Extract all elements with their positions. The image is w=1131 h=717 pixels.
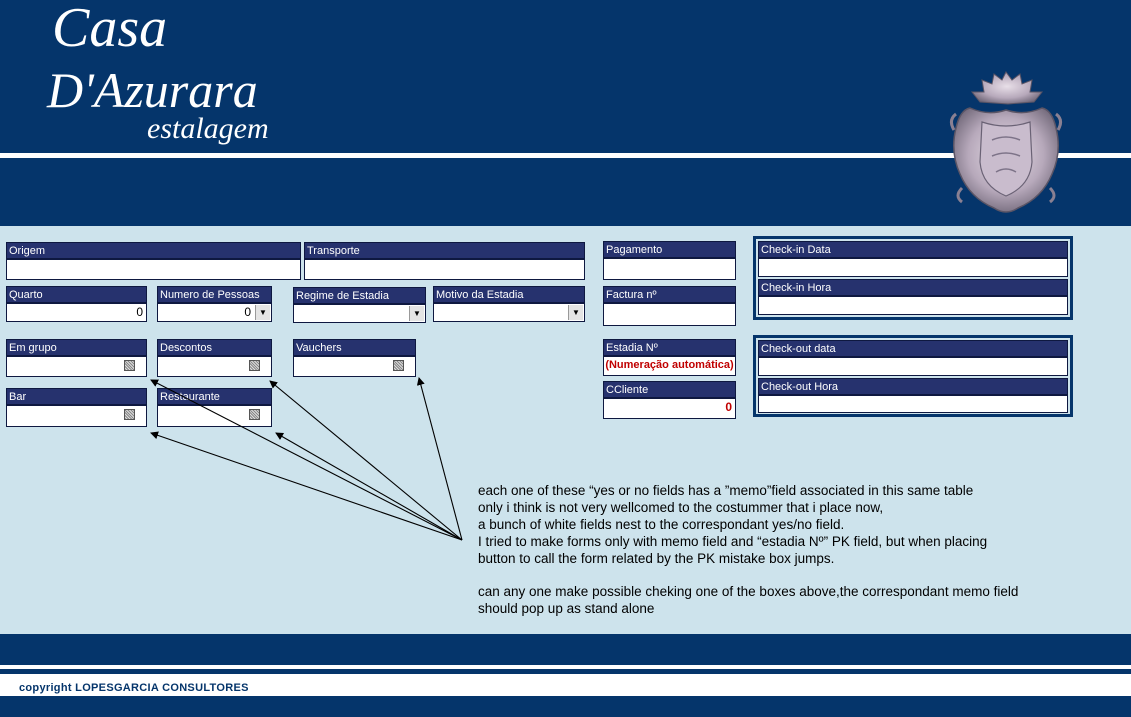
- numero-pessoas-value: 0: [244, 305, 251, 319]
- arrow-to-vauchers: [419, 378, 462, 540]
- origem-input[interactable]: [6, 259, 301, 280]
- field-estadia-no: [603, 339, 736, 376]
- motivo-estadia-combo[interactable]: [433, 303, 585, 322]
- quarto-label: Quarto: [6, 286, 147, 303]
- field-checkin-hora: [758, 279, 1068, 315]
- vauchers-label: Vauchers: [293, 339, 416, 356]
- restaurante-box: [157, 405, 272, 427]
- origem-label: Origem: [6, 242, 301, 259]
- bar-box: [6, 405, 147, 427]
- descontos-checkbox[interactable]: [249, 360, 260, 371]
- note-line: should pop up as stand alone: [478, 601, 655, 616]
- logo-text-dazurara: D'Azurara: [47, 62, 258, 118]
- ccliente-label: CCliente: [603, 381, 736, 398]
- field-em-grupo: [6, 339, 147, 377]
- field-ccliente: [603, 381, 736, 419]
- field-descontos: [157, 339, 272, 377]
- transporte-label: Transporte: [304, 242, 585, 259]
- vauchers-box: [293, 356, 416, 377]
- em-grupo-checkbox[interactable]: [124, 360, 135, 371]
- checkout-panel: [753, 335, 1073, 417]
- field-pagamento: [603, 241, 736, 280]
- field-quarto: [6, 286, 147, 322]
- ccliente-value: 0: [603, 398, 736, 419]
- copyright-text: copyright LOPESGARCIA CONSULTORES: [19, 682, 249, 694]
- field-factura: [603, 286, 736, 326]
- footer-banner: [0, 634, 1131, 717]
- field-checkout-hora: [758, 378, 1068, 413]
- numero-pessoas-label: Numero de Pessoas: [157, 286, 272, 303]
- regime-estadia-combo[interactable]: [293, 304, 426, 323]
- checkin-data-input[interactable]: [758, 258, 1068, 277]
- chevron-down-icon[interactable]: ▼: [255, 305, 270, 320]
- em-grupo-label: Em grupo: [6, 339, 147, 356]
- descontos-label: Descontos: [157, 339, 272, 356]
- note-line: can any one make possible cheking one of the boxes above,the correspondant memo field: [478, 584, 1019, 599]
- checkin-data-label: Check-in Data: [758, 241, 1068, 258]
- annotation-note: [478, 482, 1078, 617]
- motivo-estadia-label: Motivo da Estadia: [433, 286, 585, 303]
- em-grupo-box: [6, 356, 147, 377]
- field-checkin-data: [758, 241, 1068, 277]
- checkin-hora-input[interactable]: [758, 296, 1068, 315]
- arrow-to-restaurante: [276, 433, 462, 540]
- field-checkout-data: [758, 340, 1068, 376]
- field-vauchers: [293, 339, 416, 377]
- checkin-hora-label: Check-in Hora: [758, 279, 1068, 296]
- regime-estadia-label: Regime de Estadia: [293, 287, 426, 304]
- pagamento-input[interactable]: [603, 258, 736, 280]
- logo-text-estalagem: estalagem: [147, 112, 269, 145]
- field-bar: [6, 388, 147, 427]
- note-line: only i think is not very wellcomed to the costummer that i place now,: [478, 500, 884, 515]
- note-line: I tried to make forms only with memo field and “estadia Nº” PK field, but when placing: [478, 534, 988, 549]
- arrow-to-bar: [151, 433, 462, 540]
- checkin-panel: [753, 236, 1073, 320]
- vauchers-checkbox[interactable]: [393, 360, 404, 371]
- field-origem: [6, 242, 301, 280]
- estadia-no-value: (Numeração automática): [603, 356, 736, 376]
- note-spacer: [478, 567, 1078, 583]
- chevron-down-icon[interactable]: ▼: [568, 305, 583, 320]
- chevron-down-icon[interactable]: ▼: [409, 306, 424, 321]
- logo-text-casa: Casa: [52, 0, 168, 59]
- checkout-hora-label: Check-out Hora: [758, 378, 1068, 395]
- note-line: a bunch of white fields nest to the correspondant yes/no field.: [478, 517, 845, 532]
- transporte-input[interactable]: [304, 259, 585, 280]
- checkout-data-input[interactable]: [758, 357, 1068, 376]
- field-numero-pessoas: [157, 286, 272, 322]
- factura-label: Factura nº: [603, 286, 736, 303]
- numero-pessoas-combo[interactable]: [157, 303, 272, 322]
- restaurante-label: Restaurante: [157, 388, 272, 405]
- estadia-no-label: Estadia Nº: [603, 339, 736, 356]
- bar-checkbox[interactable]: [124, 409, 135, 420]
- header-banner: [0, 0, 1131, 226]
- field-regime-estadia: [293, 287, 426, 323]
- factura-input[interactable]: [603, 303, 736, 326]
- checkout-data-label: Check-out data: [758, 340, 1068, 357]
- bar-label: Bar: [6, 388, 147, 405]
- note-line: button to call the form related by the PK mistake box jumps.: [478, 551, 835, 566]
- coat-of-arms-icon: [948, 70, 1064, 220]
- descontos-box: [157, 356, 272, 377]
- note-line: each one of these “yes or no fields has a ”memo”field associated in this same table: [478, 483, 974, 498]
- pagamento-label: Pagamento: [603, 241, 736, 258]
- field-restaurante: [157, 388, 272, 427]
- footer-divider: [0, 665, 1131, 669]
- field-transporte: [304, 242, 585, 280]
- restaurante-checkbox[interactable]: [249, 409, 260, 420]
- quarto-input[interactable]: 0: [6, 303, 147, 322]
- field-motivo-estadia: [433, 286, 585, 322]
- arrow-to-descontos: [270, 381, 462, 540]
- checkout-hora-input[interactable]: [758, 395, 1068, 413]
